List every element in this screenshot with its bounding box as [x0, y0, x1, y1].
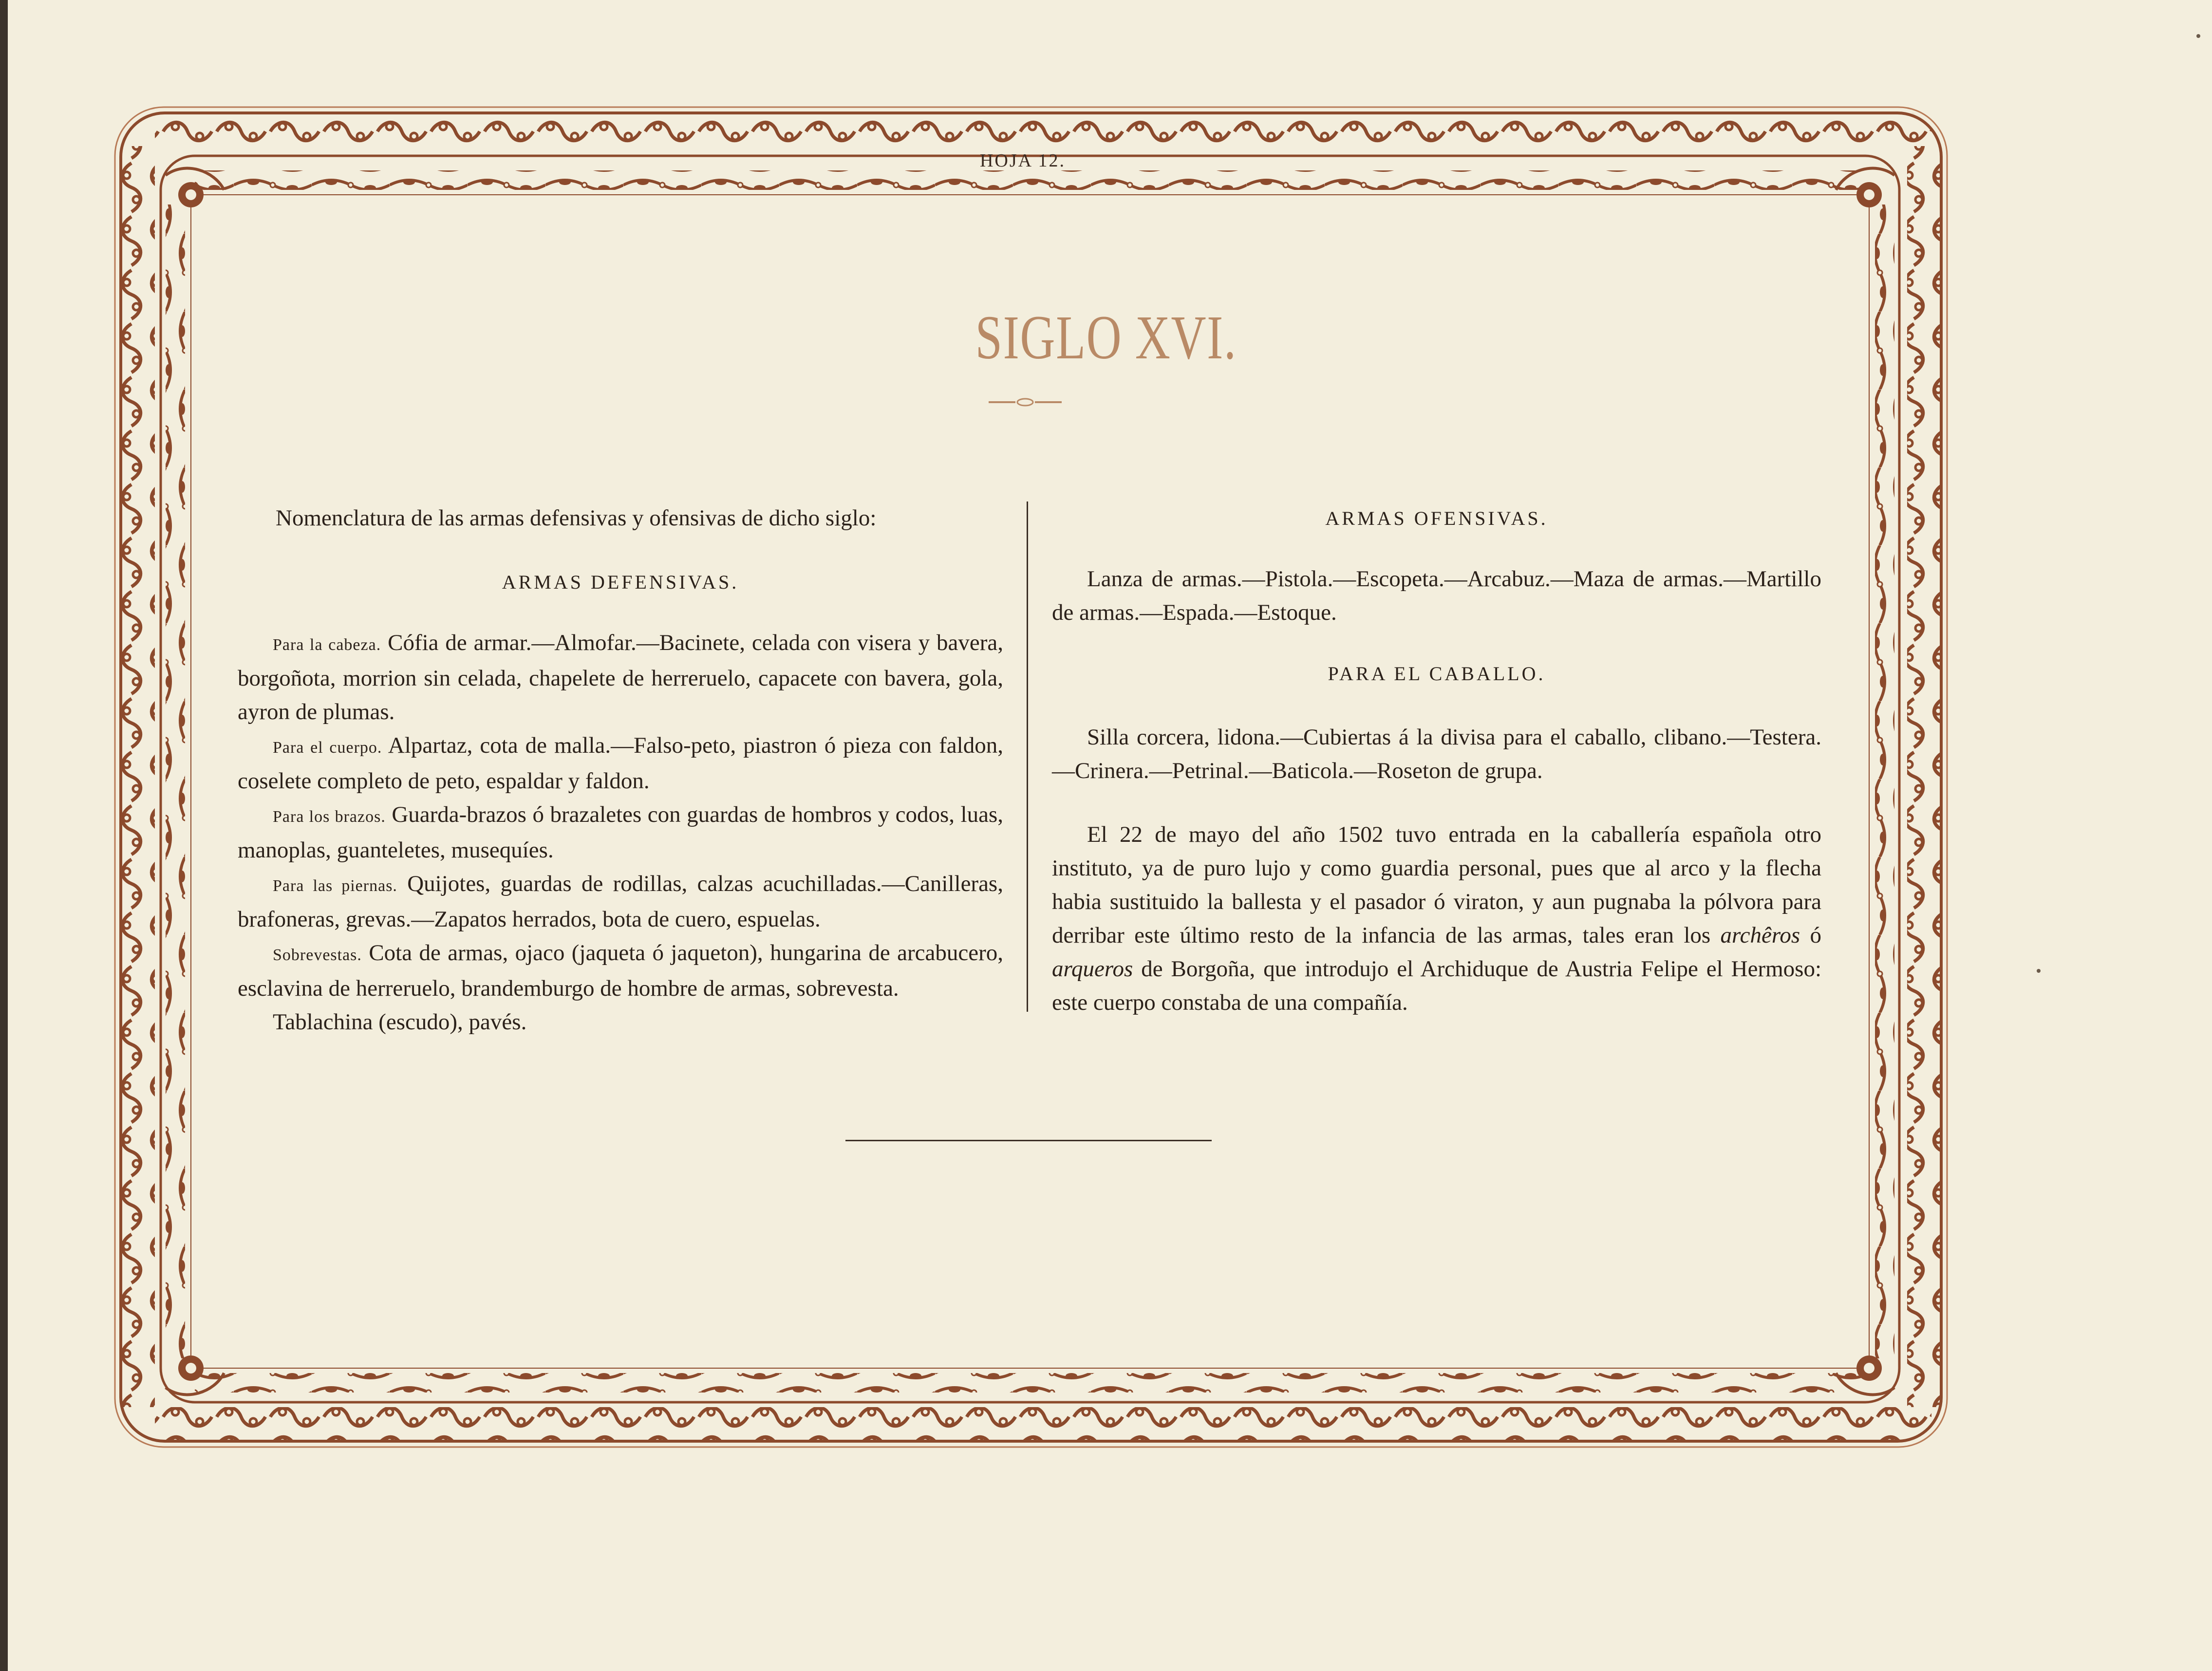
entry-text: Guarda-brazos ó brazaletes con guardas de hombros y codos, luas, manoplas, guanteletes, musequíes.: [238, 802, 1004, 863]
entry-legs: [238, 867, 1003, 936]
entry-head: [238, 626, 1003, 729]
entry-label: Para el cuerpo.: [273, 739, 382, 757]
entry-label: Sobrevestas.: [273, 946, 362, 964]
column-divider: [1027, 501, 1028, 1012]
left-column: [238, 501, 1003, 1039]
sheet-label: HOJA 12.: [979, 150, 1066, 171]
heading-offensive-arms: ARMAS OFENSIVAS.: [1325, 507, 1548, 529]
frame-top-scroll: [155, 113, 1931, 147]
history-text-end: de Borgoña, que introdujo el Archiduque de Austria Felipe el Hermoso: este cuerpo constaba de una compañía.: [1052, 956, 1821, 1015]
page-title: SIGLO XVI.: [975, 303, 1237, 372]
entry-label: Para los brazos.: [273, 808, 386, 826]
history-paragraph: [1052, 818, 1821, 1020]
frame-right-scroll: [1907, 146, 1941, 1407]
frame-left-scroll: [121, 146, 155, 1407]
history-term-archeros: archêros: [1720, 923, 1800, 948]
entry-label: Para las piernas.: [273, 877, 397, 895]
history-conjunction: ó: [1810, 923, 1822, 948]
intro-line: Nomenclatura de las armas defensivas y ofensivas de dicho siglo:: [276, 505, 877, 531]
entry-text: Cota de armas, ojaco (jaqueta ó jaqueton), hungarina de arcabucero, esclavina de herreruelo, brandemburgo de hombre de armas, sobrevesta.: [238, 940, 1004, 1001]
heading-defensive-arms: ARMAS DEFENSIVAS.: [502, 571, 739, 593]
paper-speck: [2196, 34, 2200, 38]
entry-overgarments: [238, 936, 1003, 1005]
frame-top-vine: [195, 170, 1865, 190]
right-column: [1052, 501, 1821, 1020]
frame-right-vine: [1875, 204, 1894, 1358]
entry-arms: [238, 798, 1003, 867]
entry-text: Alpartaz, cota de malla.—Falso-peto, piastron ó pieza con faldon, coselete completo de peto, espaldar y faldon.: [238, 733, 1003, 794]
entry-label: Para la cabeza.: [273, 636, 381, 654]
closing-rule: [845, 1140, 1212, 1141]
heading-for-horse: PARA EL CABALLO.: [1328, 663, 1546, 685]
frame-left-vine: [166, 204, 185, 1358]
entry-shield: Tablachina (escudo), pavés.: [273, 1009, 527, 1035]
entry-body: [238, 729, 1003, 798]
entry-text: Quijotes, guardas de rodillas, calzas acuchilladas.—Canilleras, brafoneras, grevas.—Zapatos herrados, bota de cuero, espuelas.: [238, 871, 1003, 932]
frame-bottom-vine: [195, 1373, 1865, 1392]
title-ornament-icon: [989, 396, 1062, 408]
history-term-arqueros: arqueros: [1052, 956, 1133, 982]
horse-equipment-text: Silla corcera, lidona.—Cubiertas á la divisa para el caballo, clibano.—Testera.—Crinera.—Petrinal.—Baticola.—Roseton de grupa.: [1052, 724, 1821, 783]
frame-bottom-scroll: [155, 1407, 1931, 1441]
paper-speck: [2037, 969, 2041, 973]
entry-text: Cófia de armar.—Almofar.—Bacinete, celada con visera y bavera, borgoñota, morrion sin celada, chapelete de herreruelo, capacete con bavera, gola, ayron de plumas.: [238, 630, 1004, 724]
history-text-start: El 22 de mayo del año 1502 tuvo entrada en la caballería española otro instituto, ya de puro lujo y como guardia personal, pues que al arco y la flecha habia sustituido la ballesta y el pasador ó viraton, y aun pugnaba la pólvora para derribar este último resto de la infancia de las armas, tales eran los: [1052, 822, 1821, 948]
offensive-arms-text: Lanza de armas.—Pistola.—Escopeta.—Arcabuz.—Maza de armas.—Martillo de armas.—Espada.—Estoque.: [1052, 566, 1821, 625]
